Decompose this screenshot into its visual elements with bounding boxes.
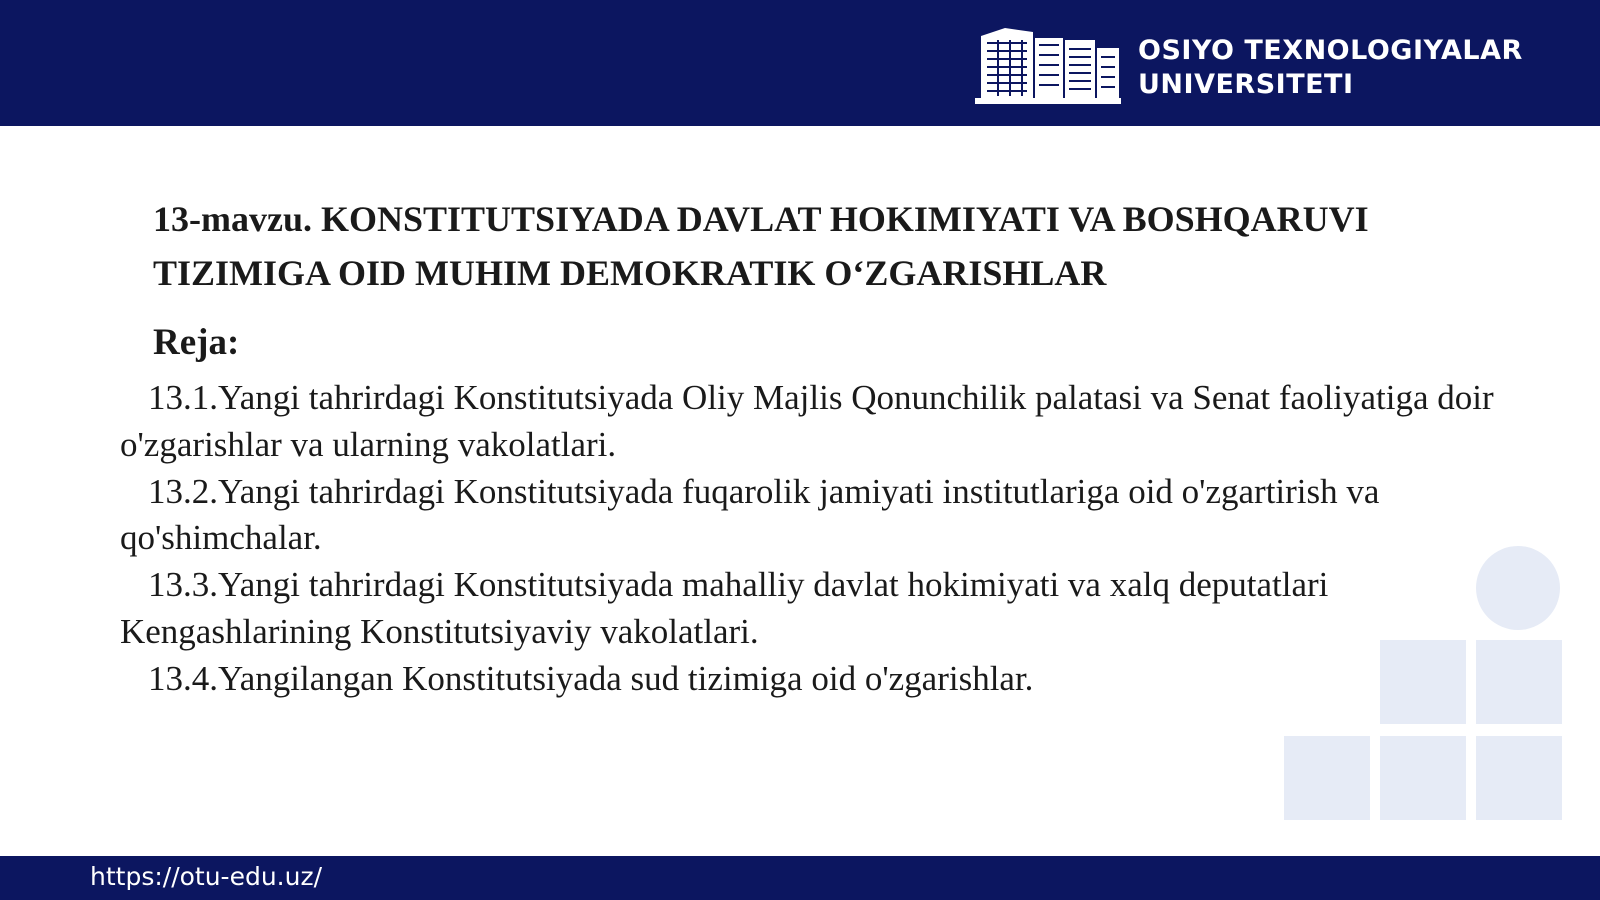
university-building-icon [975, 26, 1121, 104]
plan-item: 13.2.Yangi tahrirdagi Konstitutsiyada fuqarolik jamiyati institutlariga oid o'zgartirish va qo'shimchalar. [120, 471, 1380, 558]
plan-item: 13.3.Yangi tahrirdagi Konstitutsiyada mahalliy davlat hokimiyati va xalq deputatlari Kengashlarining Konstitutsiyaviy vakolatlari. [120, 565, 1329, 651]
plan-heading: Reja: [153, 322, 240, 363]
plan-item: 13.4.Yangilangan Konstitutsiyada sud tizimiga oid o'zgarishlar. [148, 658, 1034, 698]
footer-bar [0, 856, 1600, 900]
slide-title-line-2: TIZIMIGA OID MUHIM DEMOKRATIK O‘ZGARISHLAR [153, 253, 1107, 293]
logo-line-2: UNIVERSITETI [1138, 69, 1354, 100]
logo-line-1: OSIYO TEXNOLOGIYALAR [1138, 35, 1523, 66]
slide-title-line-1: 13-mavzu. KONSTITUTSIYADA DAVLAT HOKIMIYATI VA BOSHQARUVI [153, 199, 1369, 239]
website-link[interactable]: https://otu-edu.uz/ [90, 862, 323, 891]
university-logo-text [1138, 34, 1523, 102]
header-bar [0, 0, 1600, 126]
slide-title [153, 192, 1473, 300]
plan-item: 13.1.Yangi tahrirdagi Konstitutsiyada Oliy Majlis Qonunchilik palatasi va Senat faoliyatiga doir o'zgarishlar va ularning vakolatlari. [120, 378, 1494, 464]
plan-list [120, 375, 1500, 703]
